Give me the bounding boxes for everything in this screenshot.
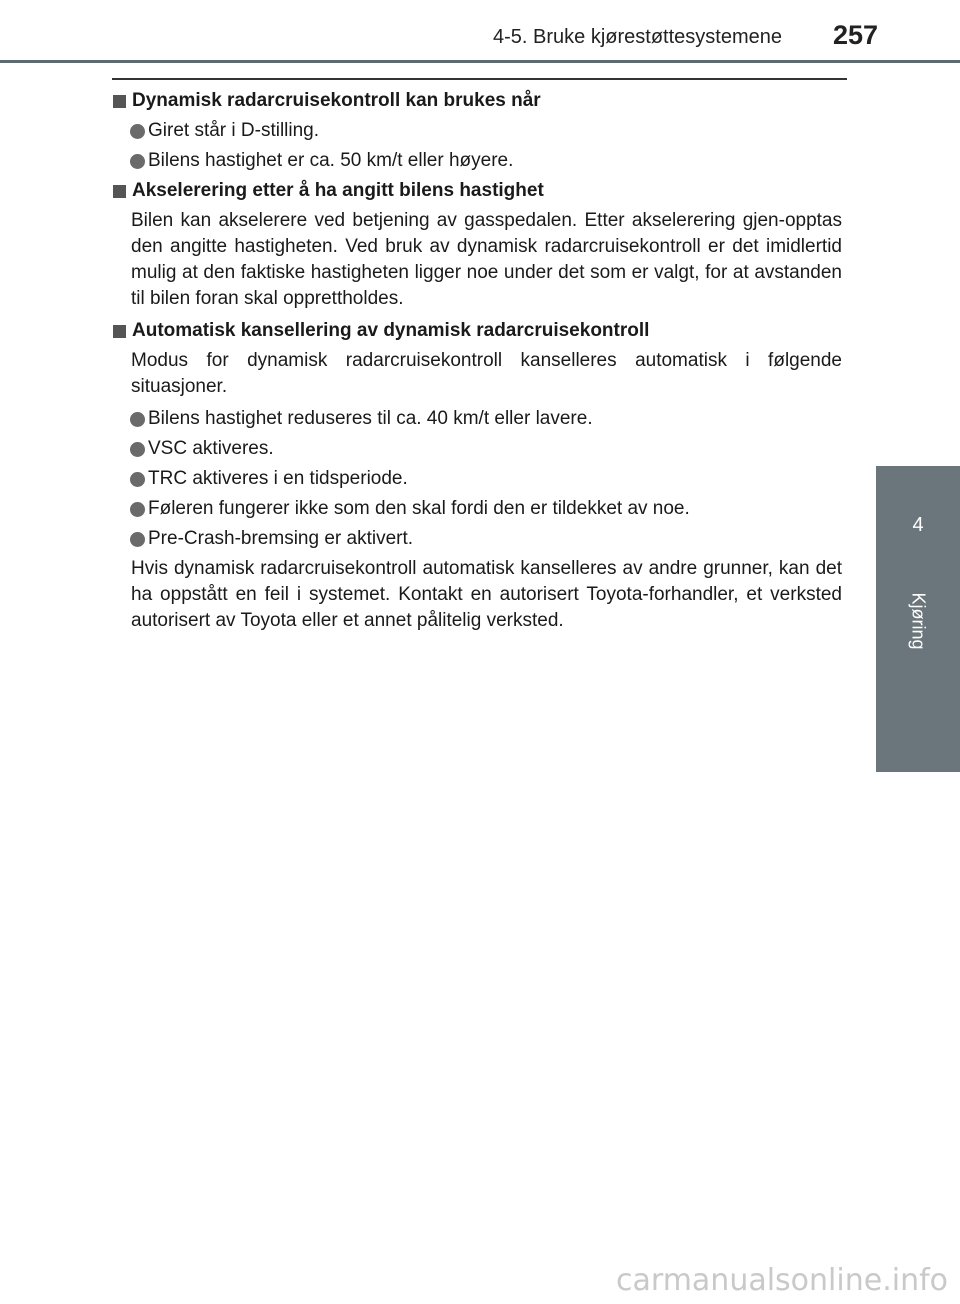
circle-bullet-icon (130, 532, 145, 547)
paragraph: Modus for dynamisk radarcruisekontroll kanselleres automatisk i følgende situasjoner. (131, 350, 842, 397)
heading-text: Automatisk kansellering av dynamisk radarcruisekontroll (132, 320, 650, 341)
list-item-text: Pre-Crash-bremsing er aktivert. (148, 528, 414, 549)
heading-text: Akselerering etter å ha angitt bilens hastighet (132, 180, 544, 201)
list-item (112, 406, 842, 432)
circle-bullet-icon (130, 412, 145, 427)
paragraph: Bilen kan akselerere ved betjening av gasspedalen. Etter akselerering gjen-opptas den angitte hastigheten. Ved bruk av dynamisk radarcruisekontroll er det imidlertid mulig at den faktiske hastigheten ligger noe under det som er valgt, for at avstanden til bilen foran skal opprettholdes. (131, 210, 842, 309)
list-item-text: TRC aktiveres i en tidsperiode. (148, 468, 408, 489)
page-content (112, 88, 842, 640)
chapter-label: Kjøring (908, 592, 929, 650)
circle-bullet-icon (130, 442, 145, 457)
page-header (0, 0, 960, 60)
list-item-text: Føleren fungerer ikke som den skal fordi den er tildekket av noe. (148, 498, 690, 519)
square-bullet-icon (113, 95, 126, 108)
list-item-text: Giret står i D-stilling. (148, 120, 320, 141)
chapter-tab (876, 466, 960, 772)
list-item-text: Bilens hastighet reduseres til ca. 40 km/t eller lavere. (148, 408, 593, 429)
list-item (112, 148, 842, 174)
circle-bullet-icon (130, 502, 145, 517)
circle-bullet-icon (130, 472, 145, 487)
paragraph: Hvis dynamisk radarcruisekontroll automatisk kanselleres av andre grunner, kan det ha oppstått en feil i systemet. Kontakt en autorisert Toyota-forhandler, et verksted autorisert av Toyota eller et annet pålitelig verksted. (131, 558, 842, 631)
content-divider (112, 78, 847, 80)
circle-bullet-icon (130, 154, 145, 169)
section-heading (112, 178, 842, 204)
section-heading (112, 318, 842, 344)
list-item (112, 466, 842, 492)
square-bullet-icon (113, 185, 126, 198)
list-item (112, 526, 842, 552)
list-item-text: Bilens hastighet er ca. 50 km/t eller høyere. (148, 150, 514, 171)
chapter-number: 4 (912, 514, 924, 536)
page-number: 257 (832, 20, 878, 50)
heading-text: Dynamisk radarcruisekontroll kan brukes når (132, 90, 541, 111)
circle-bullet-icon (130, 124, 145, 139)
list-item (112, 118, 842, 144)
section-title: 4-5. Bruke kjørestøttesystemene (493, 26, 782, 48)
list-item-text: VSC aktiveres. (148, 438, 274, 459)
list-item (112, 496, 842, 522)
header-divider (0, 60, 960, 63)
square-bullet-icon (113, 325, 126, 338)
section-heading (112, 88, 842, 114)
list-item (112, 436, 842, 462)
watermark: carmanualsonline.info (616, 1263, 948, 1298)
